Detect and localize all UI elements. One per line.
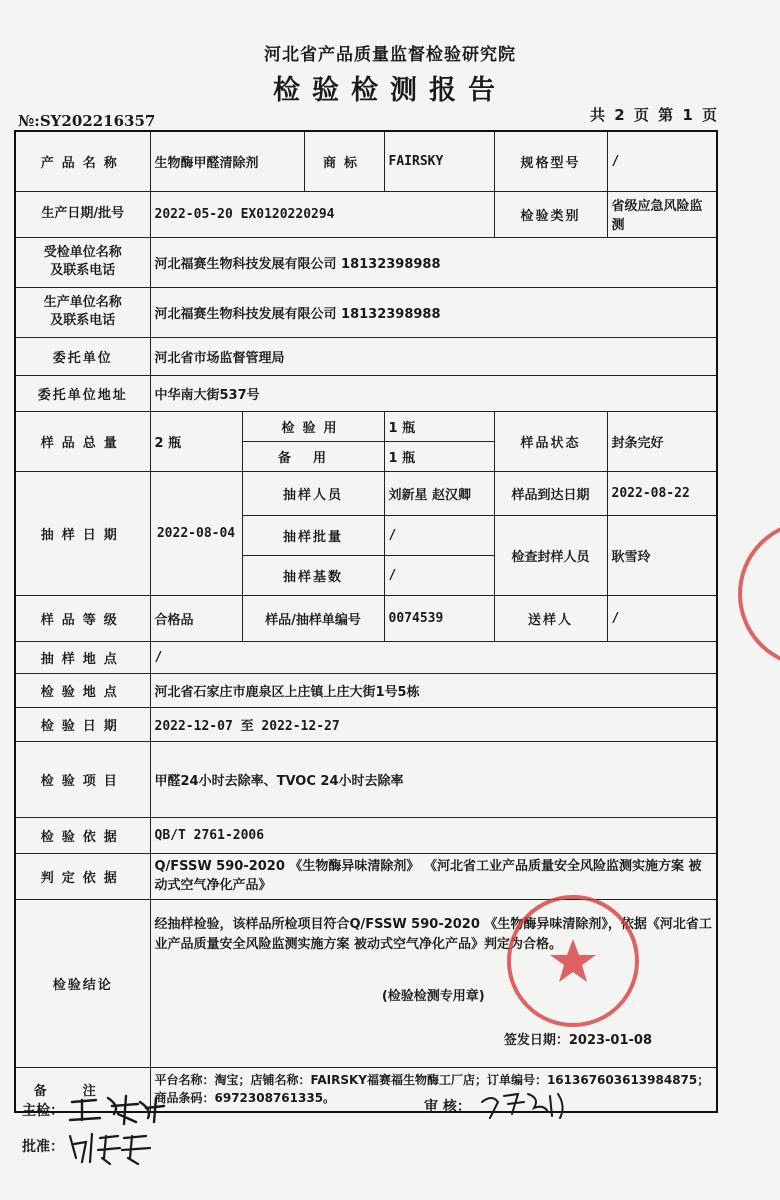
value-sampling-date: 2022-08-04 [150,471,242,595]
label-inspection-category: 检验类别 [494,191,607,237]
value-trademark: FAIRSKY [384,131,494,191]
label-producer-line1: 生产单位名称 [43,295,122,310]
value-producer: 河北福赛生物科技发展有限公司 18132398988 [150,287,717,337]
value-sample-status: 封条完好 [607,411,717,471]
label-sender: 送样人 [494,595,607,641]
label-inspection-basis: 检验依据 [15,817,150,853]
label-sampling-location: 抽样地点 [15,641,150,673]
row-sampling-location [15,641,717,673]
value-sample-total: 2 瓶 [150,411,242,471]
label-spec-model: 规格型号 [494,131,607,191]
row-inspected-unit [15,237,717,287]
row-judgment-basis [15,853,717,899]
label-sampling-batch: 抽样批量 [242,515,384,555]
label-inspection-items: 检验项目 [15,741,150,817]
label-entrusting-unit: 委托单位 [15,337,150,375]
label-sample-status: 样品状态 [494,411,607,471]
value-reserve: 1 瓶 [384,441,494,471]
prepared-signature-icon [68,1092,168,1128]
label-producer-line2: 及联系电话 [50,313,116,328]
label-trademark: 商标 [304,131,384,191]
value-spec-model: / [607,131,717,191]
row-inspection-location [15,673,717,707]
label-sample-total: 样品总量 [15,411,150,471]
value-sampling-batch: / [384,515,494,555]
row-sample-grade [15,595,717,641]
row-entrusting-unit [15,337,717,375]
value-sample-no: 0074539 [384,595,494,641]
label-inspected-unit [15,237,150,287]
reviewed-by-label: 审 核： [424,1099,471,1115]
label-conclusion: 检验结论 [15,899,150,1067]
value-inspection-category: 省级应急风险监测 [607,191,717,237]
label-product-name: 产品名称 [15,131,150,191]
value-sampler: 刘新星 赵汉卿 [384,471,494,515]
value-sampling-base: / [384,555,494,595]
row-sample-total-a [15,411,717,441]
value-sample-arrival-date: 2022-08-22 [607,471,717,515]
report-number: №:SY202216357 [18,112,156,130]
approved-by-label: 批准： [22,1139,64,1155]
value-inspected-unit: 河北福赛生物科技发展有限公司 18132398988 [150,237,717,287]
label-sampling-date: 抽样日期 [15,471,150,595]
inspection-seal-icon [507,895,639,1027]
value-inspection-basis: QB/T 2761-2006 [150,817,717,853]
label-sample-grade: 样品等级 [15,595,150,641]
row-inspection-items [15,741,717,817]
edge-seal-icon [738,520,780,668]
report-title: 检验检测报告 [273,75,507,106]
row-inspection-basis [15,817,717,853]
label-entrusting-address: 委托单位地址 [15,375,150,411]
label-production-date-batch: 生产日期/批号 [15,191,150,237]
prepared-by-label: 主检： [22,1103,64,1119]
value-inspection-location: 河北省石家庄市鹿泉区上庄镇上庄大街1号5栋 [150,673,717,707]
label-producer [15,287,150,337]
value-sender: / [607,595,717,641]
label-judgment-basis: 判定依据 [15,853,150,899]
label-sample-no: 样品/抽样单编号 [242,595,384,641]
label-inspection-location: 检验地点 [15,673,150,707]
label-reserve: 备用 [242,441,384,471]
row-product [15,131,717,191]
value-entrusting-address: 中华南大街537号 [150,375,717,411]
approved-signature-icon [66,1128,156,1168]
label-sample-arrival-date: 样品到达日期 [494,471,607,515]
conclusion-text: 经抽样检验，该样品所检项目符合Q/FSSW 590-2020 《生物酶异味清除剂》，依据《河北省工业产品质量安全风险监测实施方案 被动式空气净化产品》判定为合格。 [154,917,712,952]
organization-name: 河北省产品质量监督检验研究院 [264,45,516,65]
value-inspection-date: 2022-12-07 至 2022-12-27 [150,707,717,741]
label-seal-checker: 检查封样人员 [494,515,607,595]
row-entrusting-address [15,375,717,411]
conclusion-stamp-label: (检验检测专用章) [381,989,485,1004]
value-inspection-items: 甲醛24小时去除率、TVOC 24小时去除率 [150,741,717,817]
value-remarks: 平台名称：淘宝；店铺名称：FAIRSKY福赛福生物酶工厂店；订单编号：1613676036139848​75；商品条码：6972308761335。 [150,1067,717,1112]
value-for-inspection: 1 瓶 [384,411,494,441]
conclusion-issue-date: 签发日期：2023-01-08 [503,1033,653,1048]
value-seal-checker: 耿雪玲 [607,515,717,595]
row-sampling-a [15,471,717,515]
value-sampling-location: / [150,641,717,673]
row-production-date [15,191,717,237]
label-sampling-base: 抽样基数 [242,555,384,595]
reviewed-signature-icon [478,1088,574,1122]
label-for-inspection: 检验用 [242,411,384,441]
row-producer [15,287,717,337]
value-product-name: 生物酶甲醛清除剂 [150,131,304,191]
page-info: 共 2 页 第 1 页 [590,106,719,124]
label-remarks: 备注 [15,1067,150,1112]
value-judgment-basis: Q/FSSW 590-2020 《生物酶异味清除剂》 《河北省工业产品质量安全风险监测实施方案 被动式空气净化产品》 [150,853,717,899]
label-inspection-date: 检验日期 [15,707,150,741]
label-inspected-unit-line1: 受检单位名称 [43,245,122,260]
value-entrusting-unit: 河北省市场监督管理局 [150,337,717,375]
label-inspected-unit-line2: 及联系电话 [50,263,116,278]
value-production-date-batch: 2022-05-20 EX0120220294 [150,191,494,237]
value-sample-grade: 合格品 [150,595,242,641]
label-sampler: 抽样人员 [242,471,384,515]
row-inspection-date [15,707,717,741]
